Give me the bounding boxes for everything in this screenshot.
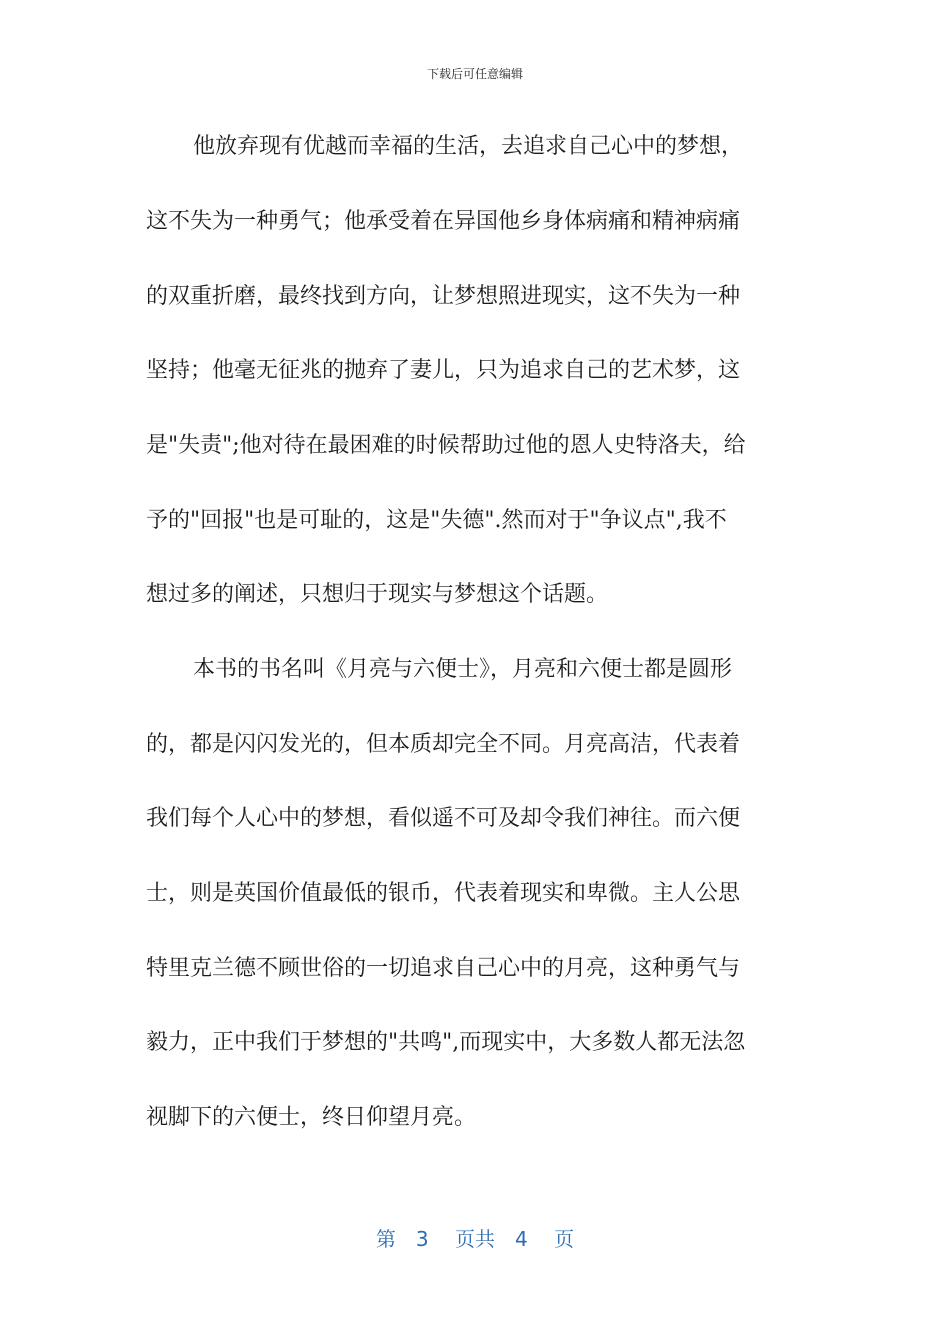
paragraph-1-line-1: 他放弃现有优越而幸福的生活，去追求自己心中的梦想， xyxy=(193,134,744,159)
paragraph-2-line-5: 特里克兰德不顾世俗的一切追求自己心中的月亮，这种勇气与 xyxy=(146,956,741,981)
paragraph-1-line-2: 这不失为一种勇气；他承受着在异国他乡身体病痛和精神病痛 xyxy=(146,209,741,234)
paragraph-1-line-4: 坚持；他毫无征兆的抛弃了妻儿，只为追求自己的艺术梦，这 xyxy=(146,358,741,383)
page-header: 下载后可任意编辑 xyxy=(426,67,523,81)
paragraph-2-line-1: 本书的书名叫《月亮与六便士》，月亮和六便士都是圆形 xyxy=(193,657,733,682)
paragraph-2-line-6: 毅力，正中我们于梦想的"共鸣",而现实中，大多数人都无法忽 xyxy=(146,1030,746,1055)
paragraph-1-line-6: 予的"回报"也是可耻的，这是"失德".然而对于"争议点",我不 xyxy=(146,508,727,533)
paragraph-1-line-3: 的双重折磨，最终找到方向，让梦想照进现实，这不失为一种 xyxy=(146,284,741,309)
paragraph-2-line-3: 我们每个人心中的梦想，看似遥不可及却令我们神往。而六便 xyxy=(146,806,741,831)
page-number-footer: 第 3 页共 4 页 xyxy=(375,1227,575,1251)
paragraph-2-line-2: 的，都是闪闪发光的，但本质却完全不同。月亮高洁，代表着 xyxy=(146,732,741,757)
paragraph-1-line-7: 想过多的阐述，只想归于现实与梦想这个话题。 xyxy=(146,582,609,607)
paragraph-2-line-7: 视脚下的六便士，终日仰望月亮。 xyxy=(146,1105,477,1130)
paragraph-1-line-5: 是"失责";他对待在最困难的时候帮助过他的恩人史特洛夫，给 xyxy=(146,433,746,458)
paragraph-2-line-4: 士，则是英国价值最低的银币，代表着现实和卑微。主人公思 xyxy=(146,881,741,906)
